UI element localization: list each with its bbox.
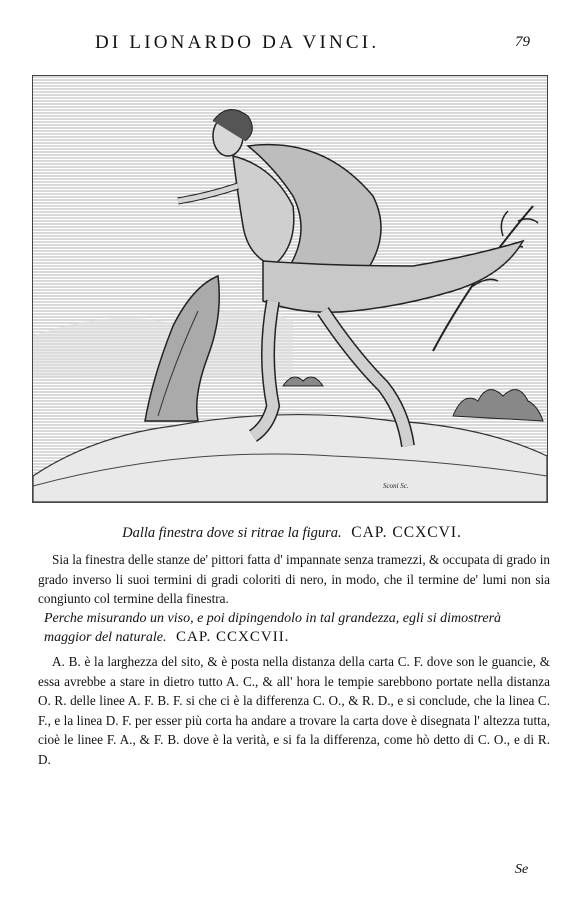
chapter-297-heading: [44, 610, 550, 647]
chapter-296-text: Sia la finestra delle stanze de' pittori fatta d' impannate senza tramezzi, & occupata di grado in grado inverso li suoi termini di gradi coloriti di nero, in modo, che il termine de' lumi non sia congiunto col termine della finestra.: [38, 552, 550, 606]
running-title: DI LIONARDO DA VINCI.: [95, 32, 380, 53]
engraving-illustration: [33, 76, 547, 502]
chapter-296-heading: [0, 524, 584, 542]
page-number: 79: [515, 34, 530, 50]
catchword: Se: [515, 862, 529, 877]
chapter-296-title: Dalla finestra dove si ritrae la figura.: [122, 525, 342, 541]
chapter-297-number: CAP. CCXCVII.: [176, 629, 290, 645]
chapter-296-number: CAP. CCXCVI.: [351, 524, 462, 541]
engraving-plate: [32, 75, 548, 503]
chapter-297-title: Perche misurando un viso, e poi dipingendolo in tal grandezza, egli si dimostrerà maggior del naturale.: [44, 611, 502, 645]
page-header: [0, 30, 584, 60]
chapter-297-text: A. B. è la larghezza del sito, & è posta nella distanza della carta C. F. dove son le guancie, & essa avrebbe a stare in dietro tutto A. C., & all' hora le tempie sarebbono portate nella distanza O. R. delle linee A. F. B. F. si che ci è la differenza C. O., & R. D., e si conclude, che la linea C. F., e la linea D. F. per esser più corta ha andare a trovare la carta dove è disegnata l' altezza tutta, cioè le linee F. A., & F. B. dove è la verità, e si fa la differenza, come hò detto di C. O., e di R. D.: [38, 654, 550, 767]
engraver-signature: Sconi Sc.: [383, 482, 409, 490]
